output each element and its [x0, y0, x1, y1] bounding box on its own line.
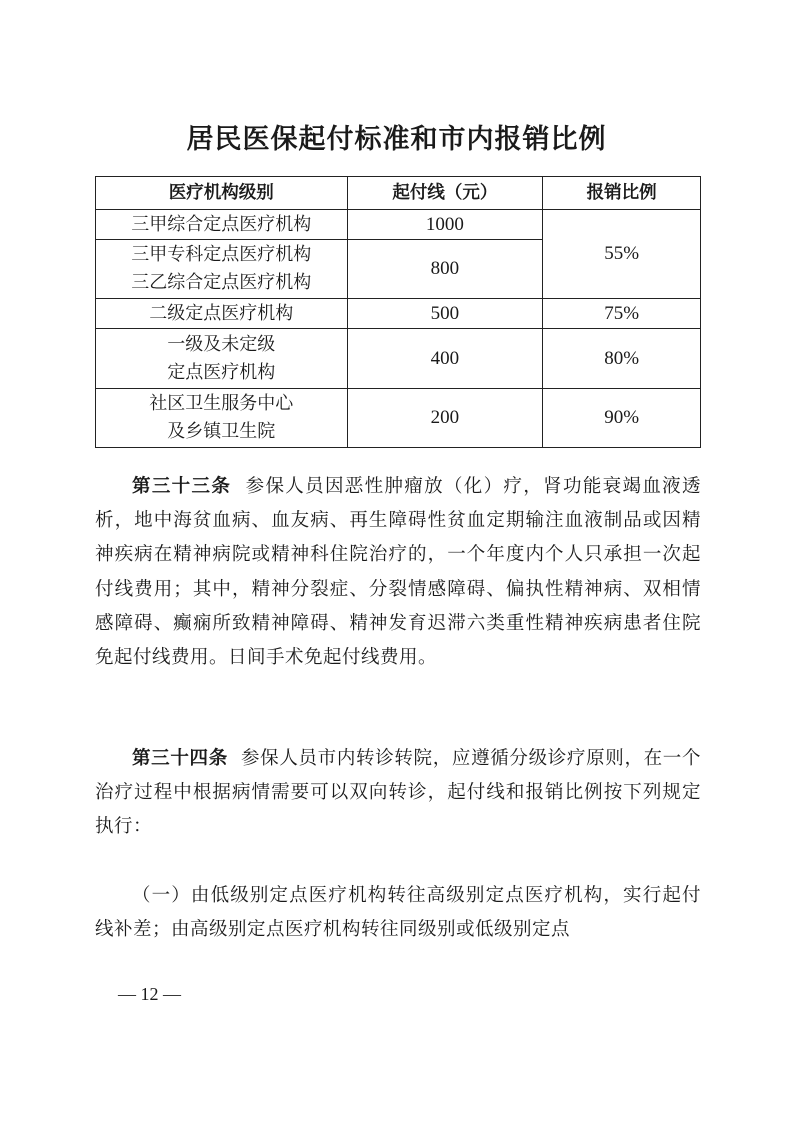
level-cell [96, 299, 348, 329]
article-text: 参保人员市内转诊转院，应遵循分级诊疗原则，在一个治疗过程中根据病情需要可以双向转诊，起付线和报销比例按下列规定执行： [95, 748, 701, 838]
ratio-cell: 75% [543, 299, 701, 329]
article-lead: 第三十三条 [132, 476, 232, 497]
table-row [96, 299, 701, 329]
clause-1: （一）由低级别定点医疗机构转往高级别定点医疗机构，实行起付线补差；由高级别定点医疗机构转往同级别或低级别定点 [95, 885, 701, 941]
table-row [96, 329, 701, 389]
level-line: 三甲综合定点医疗机构 [131, 213, 312, 235]
threshold-cell: 1000 [347, 210, 543, 240]
level-line: 定点医疗机构 [167, 361, 276, 383]
threshold-cell: 800 [347, 240, 543, 299]
page-title: 居民医保起付标准和市内报销比例 [186, 124, 607, 155]
table-row [96, 389, 701, 448]
threshold-cell: 500 [347, 299, 543, 329]
threshold-cell: 400 [347, 329, 543, 389]
ratio-cell-merged: 55% [543, 210, 701, 299]
level-cell [96, 240, 348, 299]
level-cell [96, 329, 348, 389]
level-line: 三甲专科定点医疗机构 [131, 244, 312, 265]
article-lead: 第三十四条 [132, 748, 228, 769]
header-ratio: 报销比例 [543, 177, 701, 210]
ratio-cell: 90% [543, 389, 701, 448]
reimbursement-table [95, 176, 701, 448]
article-33 [95, 470, 701, 675]
level-line: 二级定点医疗机构 [149, 302, 294, 324]
ratio-cell: 80% [543, 329, 701, 389]
level-line: 社区卫生服务中心 [149, 393, 294, 414]
article-text: 参保人员因恶性肿瘤放（化）疗，肾功能衰竭血液透析，地中海贫血病、血友病、再生障碍性贫血定期输注血液制品或因精神疾病在精神病院或精神科住院治疗的，一个年度内个人只承担一次起付线费用；其中，精神分裂症、分裂情感障碍、偏执性精神病、双相情感障碍、癫痫所致精神障碍、精神发育迟滞六类重性精神疾病患者住院免起付线费用。日间手术免起付线费用。 [95, 476, 701, 669]
article-34 [95, 742, 701, 845]
level-cell [96, 389, 348, 448]
page-number: — 12 — [118, 984, 181, 1004]
table-header-row [96, 177, 701, 210]
table-row [96, 210, 701, 240]
header-level: 医疗机构级别 [96, 177, 348, 210]
threshold-cell: 200 [347, 389, 543, 448]
level-cell [96, 210, 348, 240]
level-line: 三乙综合定点医疗机构 [131, 272, 312, 293]
level-line: 及乡镇卫生院 [167, 421, 276, 442]
level-line: 一级及未定级 [167, 333, 276, 355]
header-threshold: 起付线（元） [347, 177, 543, 210]
